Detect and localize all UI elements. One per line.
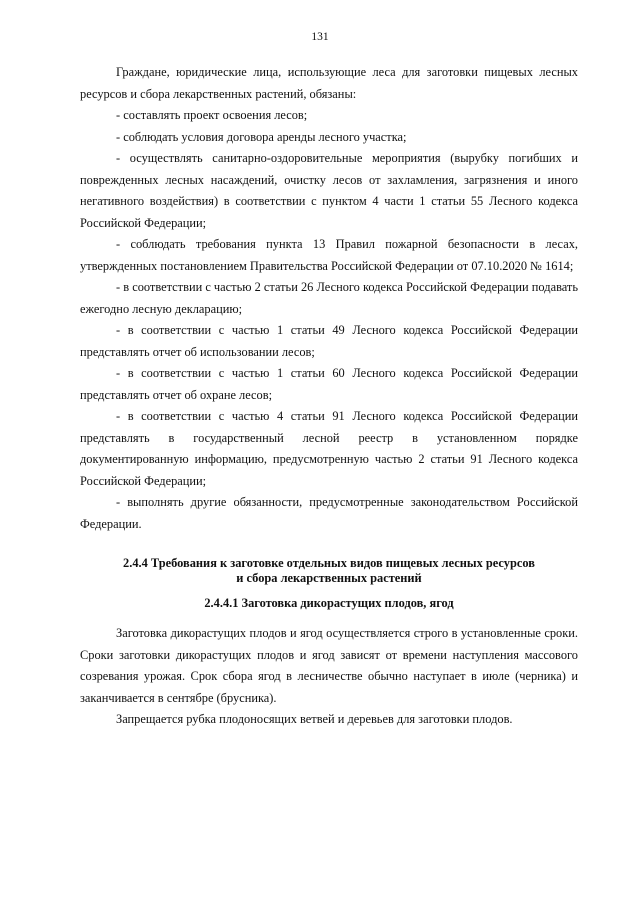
list-item: - соблюдать условия договора аренды лесного участка; xyxy=(116,129,407,144)
subsection-heading: 2.4.4.1 Заготовка дикорастущих плодов, ягод xyxy=(204,596,454,610)
section-paragraph: Запрещается рубка плодоносящих ветвей и деревьев для заготовки плодов. xyxy=(116,712,513,726)
list-item: - в соответствии с частью 2 статьи 26 Лесного кодекса Российской Федерации подавать ежегодно лесную декларацию; xyxy=(80,280,578,316)
document-body xyxy=(80,62,578,731)
section-paragraph: Заготовка дикорастущих плодов и ягод осуществляется строго в установленные сроки. Сроки заготовки дикорастущих плодов и ягод зависят от времени наступления массового созревания урожая. Срок сбора ягод в лесничестве обычно наступает в июле (черника) и заканчивается в сентябре (брусника). xyxy=(80,626,578,705)
list-item: - составлять проект освоения лесов; xyxy=(116,108,308,122)
section-heading-line-2: и сбора лекарственных растений xyxy=(236,570,422,585)
list-item: - осуществлять санитарно-оздоровительные мероприятия (вырубку погибших и поврежденных лесных насаждений, очистку лесов от захламления, загрязнения и иного негативного воздействия) в соответствии с пунктом 4 части 1 статьи 55 Лесного кодекса Российской Федерации; xyxy=(80,151,578,230)
list-item: - в соответствии с частью 1 статьи 49 Лесного кодекса Российской Федерации представлять отчет об использовании лесов; xyxy=(80,323,578,359)
list-item: - соблюдать требования пункта 13 Правил пожарной безопасности в лесах, утвержденных постановлением Правительства Российской Федерации от 07.10.2020 № 1614; xyxy=(80,237,578,273)
list-item: - в соответствии с частью 4 статьи 91 Лесного кодекса Российской Федерации представлять в государственный лесной реестр в установленном порядке документированную информацию, предусмотренную частью 2 статьи 91 Лесного кодекса Российской Федерации; xyxy=(80,409,578,488)
list-item: - в соответствии с частью 1 статьи 60 Лесного кодекса Российской Федерации представлять отчет об охране лесов; xyxy=(80,366,578,402)
section-heading-line-1: 2.4.4 Требования к заготовке отдельных видов пищевых лесных ресурсов xyxy=(123,556,535,570)
list-item: - выполнять другие обязанности, предусмотренные законодательством Российской Федерации. xyxy=(80,495,578,531)
page-number: 131 xyxy=(311,31,329,43)
intro-paragraph: Граждане, юридические лица, использующие леса для заготовки пищевых лесных ресурсов и сбора лекарственных растений, обязаны: xyxy=(80,65,578,101)
section-heading xyxy=(80,556,578,585)
